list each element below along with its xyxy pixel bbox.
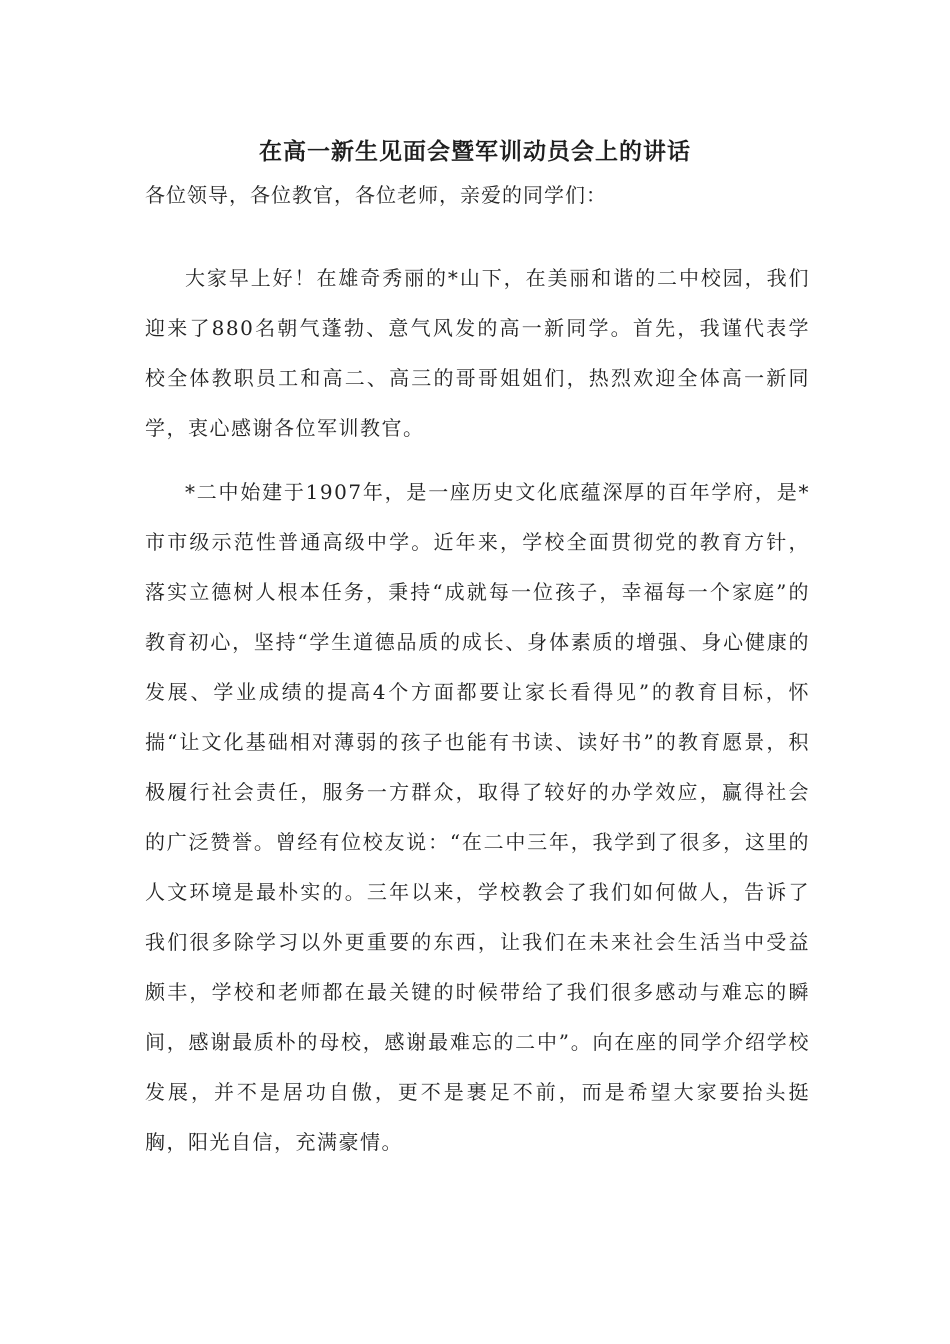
salutation: 各位领导，各位教官，各位老师，亲爱的同学们： bbox=[145, 183, 607, 207]
document-title: 在高一新生见面会暨军训动员会上的讲话 bbox=[259, 138, 691, 165]
paragraph-1: 大家早上好！在雄奇秀丽的*山下，在美丽和谐的二中校园，我们迎来了880名朝气蓬勃、意气风发的高一新同学。首先，我谨代表学校全体教职员工和高二、高三的哥哥姐姐们，热烈欢迎全体高一新同学，衷心感谢各位军训教官。 bbox=[145, 266, 810, 440]
paragraph-2: *二中始建于1907年，是一座历史文化底蕴深厚的百年学府，是*市市级示范性普通高级中学。近年来，学校全面贯彻党的教育方针，落实立德树人根本任务，秉持“成就每一位孩子，幸福每一个家庭”的教育初心，坚持“学生道德品质的成长、身体素质的增强、身心健康的发展、学业成绩的提高4个方面都要让家长看得见”的教育目标，怀揣“让文化基础相对薄弱的孩子也能有书读、读好书”的教育愿景，积极履行社会责任，服务一方群众，取得了较好的办学效应，赢得社会的广泛赞誉。曾经有位校友说：“在二中三年，我学到了很多，这里的人文环境是最朴实的。三年以来，学校教会了我们如何做人，告诉了我们很多除学习以外更重要的东西，让我们在未来社会生活当中受益颇丰，学校和老师都在最关键的时候带给了我们很多感动与难忘的瞬间，感谢最质朴的母校，感谢最难忘的二中”。向在座的同学介绍学校发展，并不是居功自傲，更不是裹足不前，而是希望大家要抬头挺胸，阳光自信，充满豪情。 bbox=[145, 480, 810, 1154]
